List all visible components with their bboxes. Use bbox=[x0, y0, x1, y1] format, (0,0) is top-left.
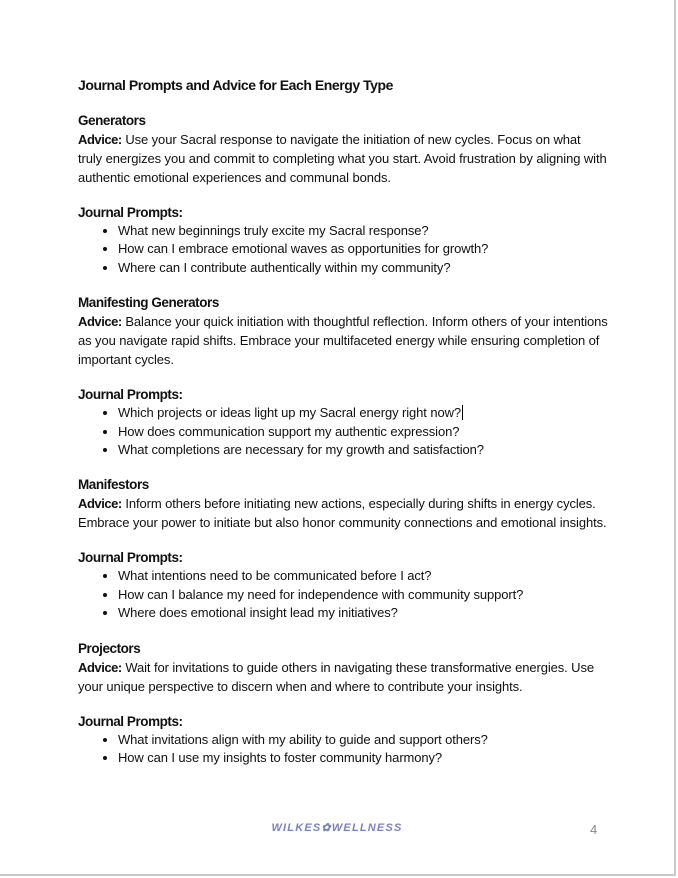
section-heading: Manifesting Generators bbox=[78, 295, 219, 311]
advice-text: Inform others before initiating new actions, especially during shifts in energy cycles. Embrace your power to initiate but also honor community connections and emotional insights. bbox=[78, 496, 607, 531]
section-manifestors bbox=[78, 476, 608, 622]
advice-paragraph bbox=[78, 494, 608, 532]
advice-text: Use your Sacral response to navigate the initiation of new cycles. Focus on what truly energizes you and commit to completing what you start. Avoid frustration by aligning with authentic emotional experiences and communal bonds. bbox=[78, 132, 607, 185]
page-number: 4 bbox=[590, 822, 598, 837]
advice-paragraph bbox=[78, 130, 608, 187]
prompt-list bbox=[78, 731, 608, 768]
section-heading: Manifestors bbox=[78, 477, 149, 493]
document-title: Journal Prompts and Advice for Each Energy Type bbox=[78, 77, 393, 93]
journal-prompts-heading: Journal Prompts: bbox=[78, 387, 183, 403]
prompt-list bbox=[78, 567, 608, 622]
prompt-item: • Where can I contribute authentically within my community? bbox=[118, 259, 608, 277]
journal-prompts-heading: Journal Prompts: bbox=[78, 713, 183, 729]
journal-prompts-heading: Journal Prompts: bbox=[78, 205, 183, 220]
advice-label: Advice: bbox=[78, 496, 122, 512]
prompt-item: • What intentions need to be communicated before I act? bbox=[118, 567, 608, 585]
text-cursor bbox=[462, 405, 463, 420]
advice-paragraph bbox=[78, 312, 608, 369]
advice-text: Balance your quick initiation with thoughtful reflection. Inform others of your intentions as you navigate rapid shifts. Embrace your multifaceted energy while ensuring completion of important cycles. bbox=[78, 314, 608, 368]
prompt-item: • How can I use my insights to foster community harmony? bbox=[118, 749, 608, 767]
advice-paragraph bbox=[78, 658, 608, 696]
prompt-list bbox=[78, 404, 608, 459]
section-heading: Generators bbox=[78, 113, 146, 128]
prompt-item: • What invitations align with my ability to guide and support others? bbox=[118, 731, 608, 749]
section-manifesting-generators bbox=[78, 294, 608, 459]
section-heading: Projectors bbox=[78, 640, 141, 656]
advice-text: Wait for invitations to guide others in navigating these transformative energies. Use your unique perspective to discern when and where to contribute your insights. bbox=[78, 659, 594, 694]
footer-brand-logo: WILKES✿WELLNESS bbox=[271, 822, 403, 834]
prompt-item: • What new beginnings truly excite my Sacral response? bbox=[118, 222, 608, 240]
prompt-list bbox=[78, 222, 608, 277]
prompt-item: • What completions are necessary for my growth and satisfaction? bbox=[118, 441, 608, 459]
advice-label: Advice: bbox=[78, 314, 122, 330]
prompt-item: • Where does emotional insight lead my initiatives? bbox=[118, 604, 608, 622]
section-generators bbox=[78, 112, 608, 277]
prompt-item: • How can I balance my need for independence with community support? bbox=[118, 586, 608, 604]
document-body[interactable] bbox=[78, 76, 608, 784]
prompt-item bbox=[118, 404, 608, 422]
prompt-item: • How does communication support my authentic expression? bbox=[118, 423, 608, 441]
prompt-item: • How can I embrace emotional waves as opportunities for growth? bbox=[118, 240, 608, 258]
journal-prompts-heading: Journal Prompts: bbox=[78, 550, 183, 566]
section-projectors bbox=[78, 640, 608, 768]
prompt-text: Which projects or ideas light up my Sacral energy right now? bbox=[118, 405, 461, 421]
advice-label: Advice: bbox=[78, 659, 122, 675]
advice-label: Advice: bbox=[78, 132, 122, 147]
